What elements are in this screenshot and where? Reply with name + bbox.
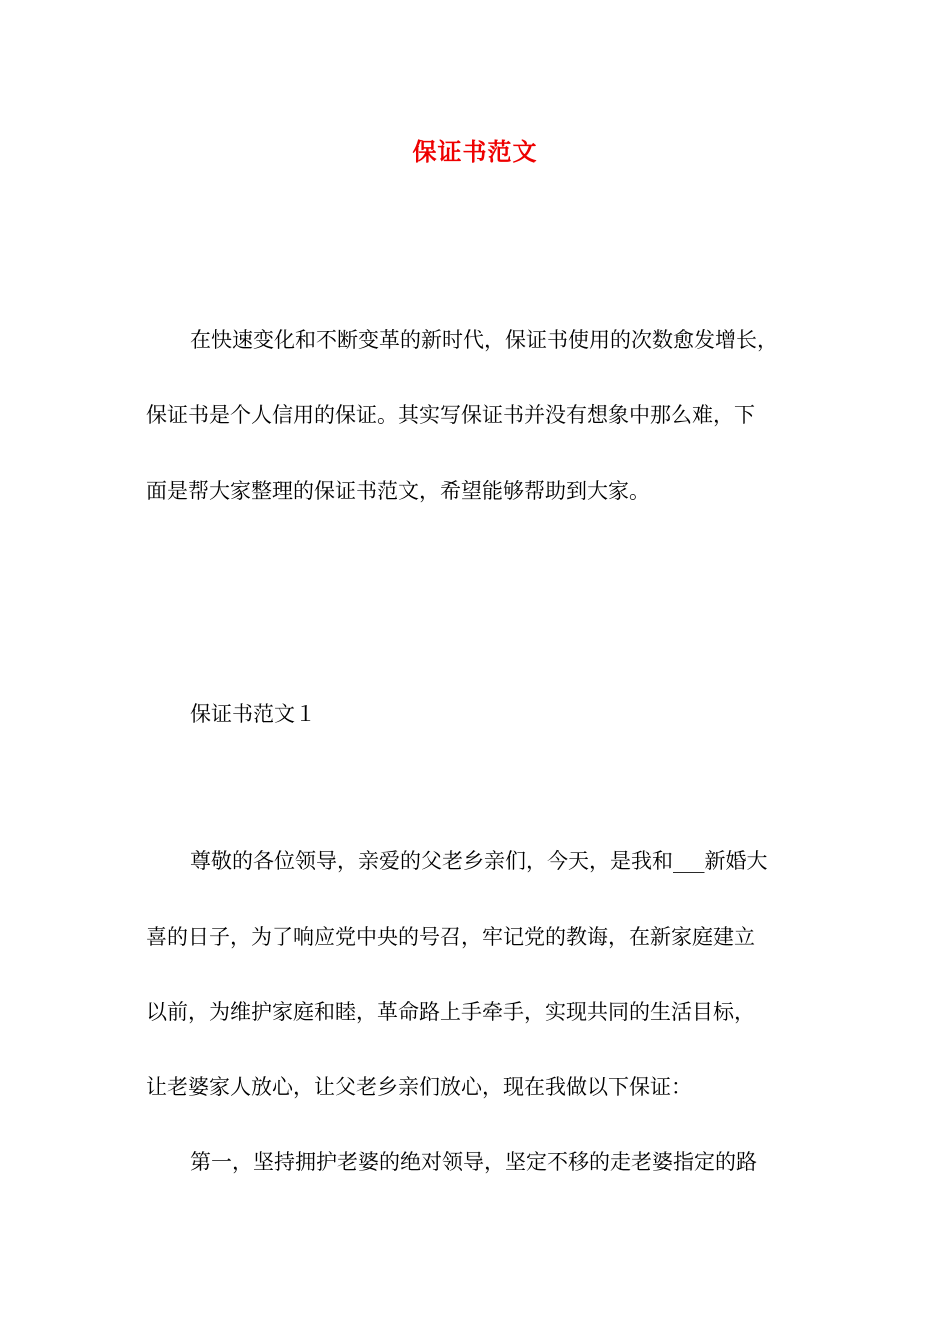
section-heading: 保证书范文１ (190, 702, 316, 726)
body-line-3: 以前，为维护家庭和睦，革命路上手牵手，实现共同的生活目标， (146, 1000, 755, 1024)
body-line-1: 尊敬的各位领导，亲爱的父老乡亲们，今天，是我和___新婚大 (190, 849, 768, 873)
body-line-2: 喜的日子，为了响应党中央的号召，牢记党的教诲，在新家庭建立 (146, 925, 755, 949)
intro-line-3: 面是帮大家整理的保证书范文，希望能够帮助到大家。 (146, 479, 650, 503)
body-line-5: 第一，坚持拥护老婆的绝对领导，坚定不移的走老婆指定的路 (190, 1150, 757, 1174)
body-line-4: 让老婆家人放心，让父老乡亲们放心，现在我做以下保证： (146, 1075, 692, 1099)
intro-line-2: 保证书是个人信用的保证。其实写保证书并没有想象中那么难，下 (146, 403, 755, 427)
document-title: 保证书范文 (412, 137, 538, 166)
intro-line-1: 在快速变化和不断变革的新时代，保证书使用的次数愈发增长， (190, 328, 778, 352)
